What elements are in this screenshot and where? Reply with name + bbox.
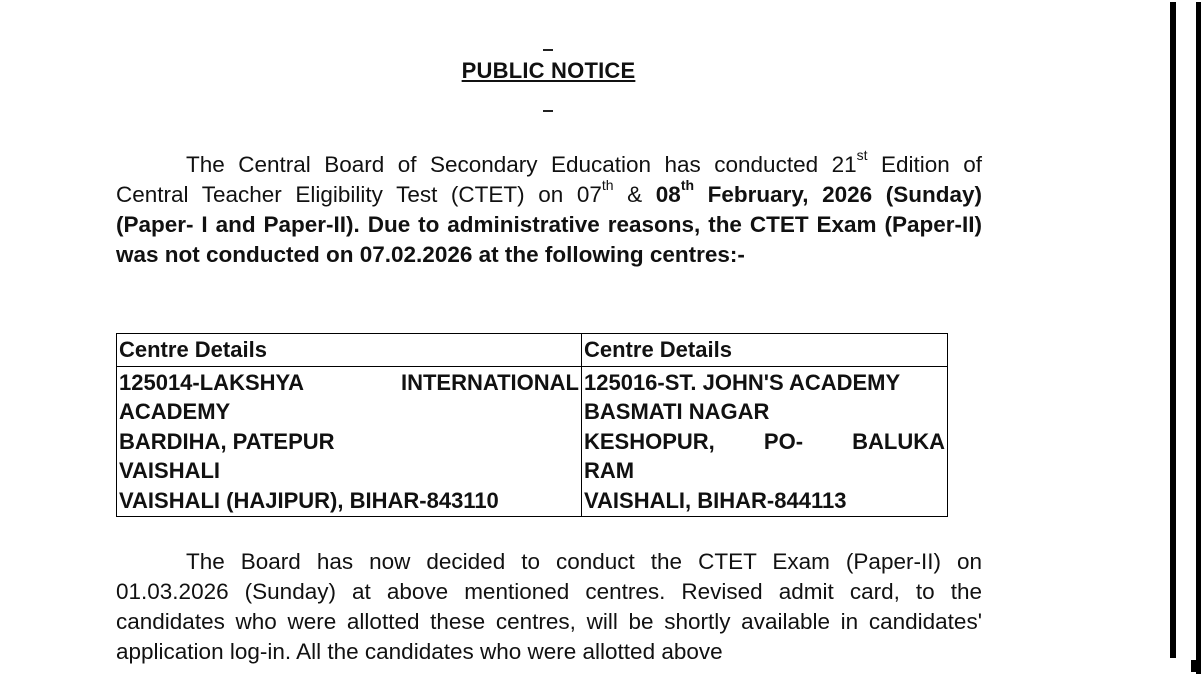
centre-line: 125016-ST. JOHN'S ACADEMY	[584, 369, 901, 395]
centre-line: VAISHALI, BIHAR-844113	[584, 487, 847, 513]
table-header-row	[117, 334, 948, 367]
centre-line: 125014-LAKSHYA INTERNATIONAL	[119, 369, 579, 395]
centre-line: KESHOPUR, PO- BALUKA	[584, 428, 945, 454]
revised-exam-paragraph: The Board has now decided to conduct the CTET Exam (Paper-II) on 01.03.2026 (Sunday) at above mentioned centres. Revised admit card, to the candidates who were allotted these centres, will be shortly available in candidates' application log-in. All the candidates who were allotted above	[116, 549, 982, 664]
page-edge-bar	[1170, 2, 1176, 658]
vertical-scrollbar[interactable]	[1196, 2, 1201, 674]
top-dash	[543, 49, 553, 51]
title-dash	[543, 110, 553, 112]
page-title: PUBLIC NOTICE	[461, 58, 636, 83]
centre-line: VAISHALI	[119, 458, 221, 483]
centre-cell-125014	[117, 366, 582, 517]
table-header-cell: Centre Details	[582, 334, 948, 367]
centre-line: BARDIHA, PATEPUR	[119, 428, 335, 454]
centre-line: ACADEMY	[119, 399, 231, 424]
centre-details-table	[116, 333, 948, 517]
table-header-cell: Centre Details	[117, 334, 582, 367]
centre-line: RAM	[584, 458, 635, 483]
centre-cell-125016	[582, 366, 948, 517]
intro-paragraph: The Central Board of Secondary Education has conducted 21st Edition of Central Teacher Eligibility Test (CTET) on 07th & 08th February, 2026 (Sunday) (Paper- I and Paper-II). Due to administrative reasons, the CTET Exam (Paper-II) was not conducted on 07.02.2026 at the following centres:-	[116, 146, 982, 267]
table-row	[117, 366, 948, 517]
centre-line: BASMATI NAGAR	[584, 399, 770, 424]
centre-line: VAISHALI (HAJIPUR), BIHAR-843110	[119, 487, 499, 513]
